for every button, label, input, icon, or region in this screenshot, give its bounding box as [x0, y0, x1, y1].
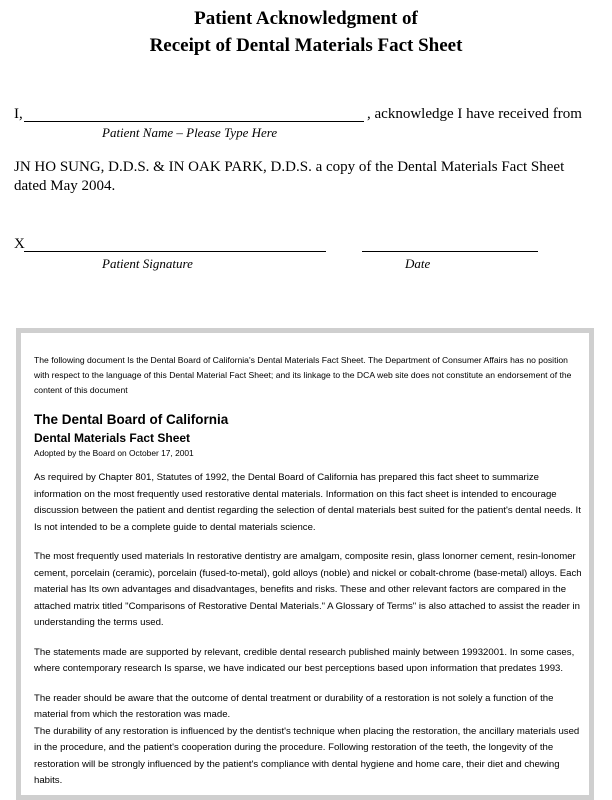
patient-signature-field[interactable] — [24, 251, 326, 252]
fact-sheet-title: Dental Materials Fact Sheet — [34, 431, 191, 445]
date-caption: Date — [405, 256, 431, 271]
dental-board-title: The Dental Board of California — [34, 412, 229, 427]
date-field[interactable] — [362, 251, 538, 252]
paragraph-durability: The durability of any restoration is influenced by the dentist's technique when placing the restoration, the ancillary materials used in the procedure, and the patient's cooperation during the procedure. Following restoration of the teeth, the longevity of the restoration will be strongly influenced by the patient's compliance with dental hygiene and home care, their diet and chewing habits. — [34, 725, 580, 786]
ack-suffix: , acknowledge I have received from — [367, 106, 582, 122]
ack-prefix: I, — [14, 106, 23, 122]
paragraph-research: The statements made are supported by relevant, credible dental research published mainly between 19932001. In some cases, where contemporary research Is sparse, we have indicated our best perceptions based upon information that predates 1993. — [34, 646, 575, 674]
fact-sheet-panel — [16, 328, 594, 800]
fact-sheet-disclaimer: The following document Is the Dental Board of California's Dental Materials Fact Sheet. The Department of Consumer Affairs has no position with respect to the language of this Dental Material Fact Sheet; and its linkage to the DCA web site does not constitute an endorsement of the content of this document — [34, 355, 572, 395]
signature-x-mark: X — [14, 236, 25, 252]
patient-name-caption: Patient Name – Please Type Here — [102, 125, 278, 140]
paragraph-outcome: The reader should be aware that the outcome of dental treatment or durability of a restoration is not solely a function of the material from which the restoration was made. — [34, 692, 554, 720]
ack-statement-line1: JN HO SUNG, D.D.S. & IN OAK PARK, D.D.S. a copy of the Dental Materials Fact Sheet — [14, 159, 565, 175]
form-title-line1: Patient Acknowledgment of — [194, 8, 418, 29]
paragraph-materials: The most frequently used materials In restorative dentistry are amalgam, composite resin, glass lonorner cement, resin-lonomer cement, porcelain (ceramic), porcelain (fused-to-metal), gold alloys (noble) and nickel or cobalt-chrome (base-metal) alloys. Each material has Its own advantages and disadvantages, benefits and risks. These and other relevant factors are compared in the attached matrix titled "Comparisons of Restorative Dental Materials." A Glossary of Terms" is also attached to assist the reader in understanding the terms used. — [34, 551, 582, 628]
form-title-line2: Receipt of Dental Materials Fact Sheet — [149, 35, 463, 56]
signature-caption: Patient Signature — [102, 256, 193, 271]
paragraph-summary: As required by Chapter 801, Statutes of 1992, the Dental Board of California has prepared this fact sheet to summarize information on the most frequently used restorative dental materials. Information on this fact sheet is intended to encourage discussion between the patient and dentist regarding the selection of dental materials best suited for the patient's dental needs. It Is not intended to be a complete guide to dental materials science. — [34, 472, 581, 533]
patient-name-field[interactable] — [24, 121, 364, 122]
ack-statement-line2: dated May 2004. — [14, 178, 116, 194]
adopted-date: Adopted by the Board on October 17, 2001 — [34, 448, 194, 458]
